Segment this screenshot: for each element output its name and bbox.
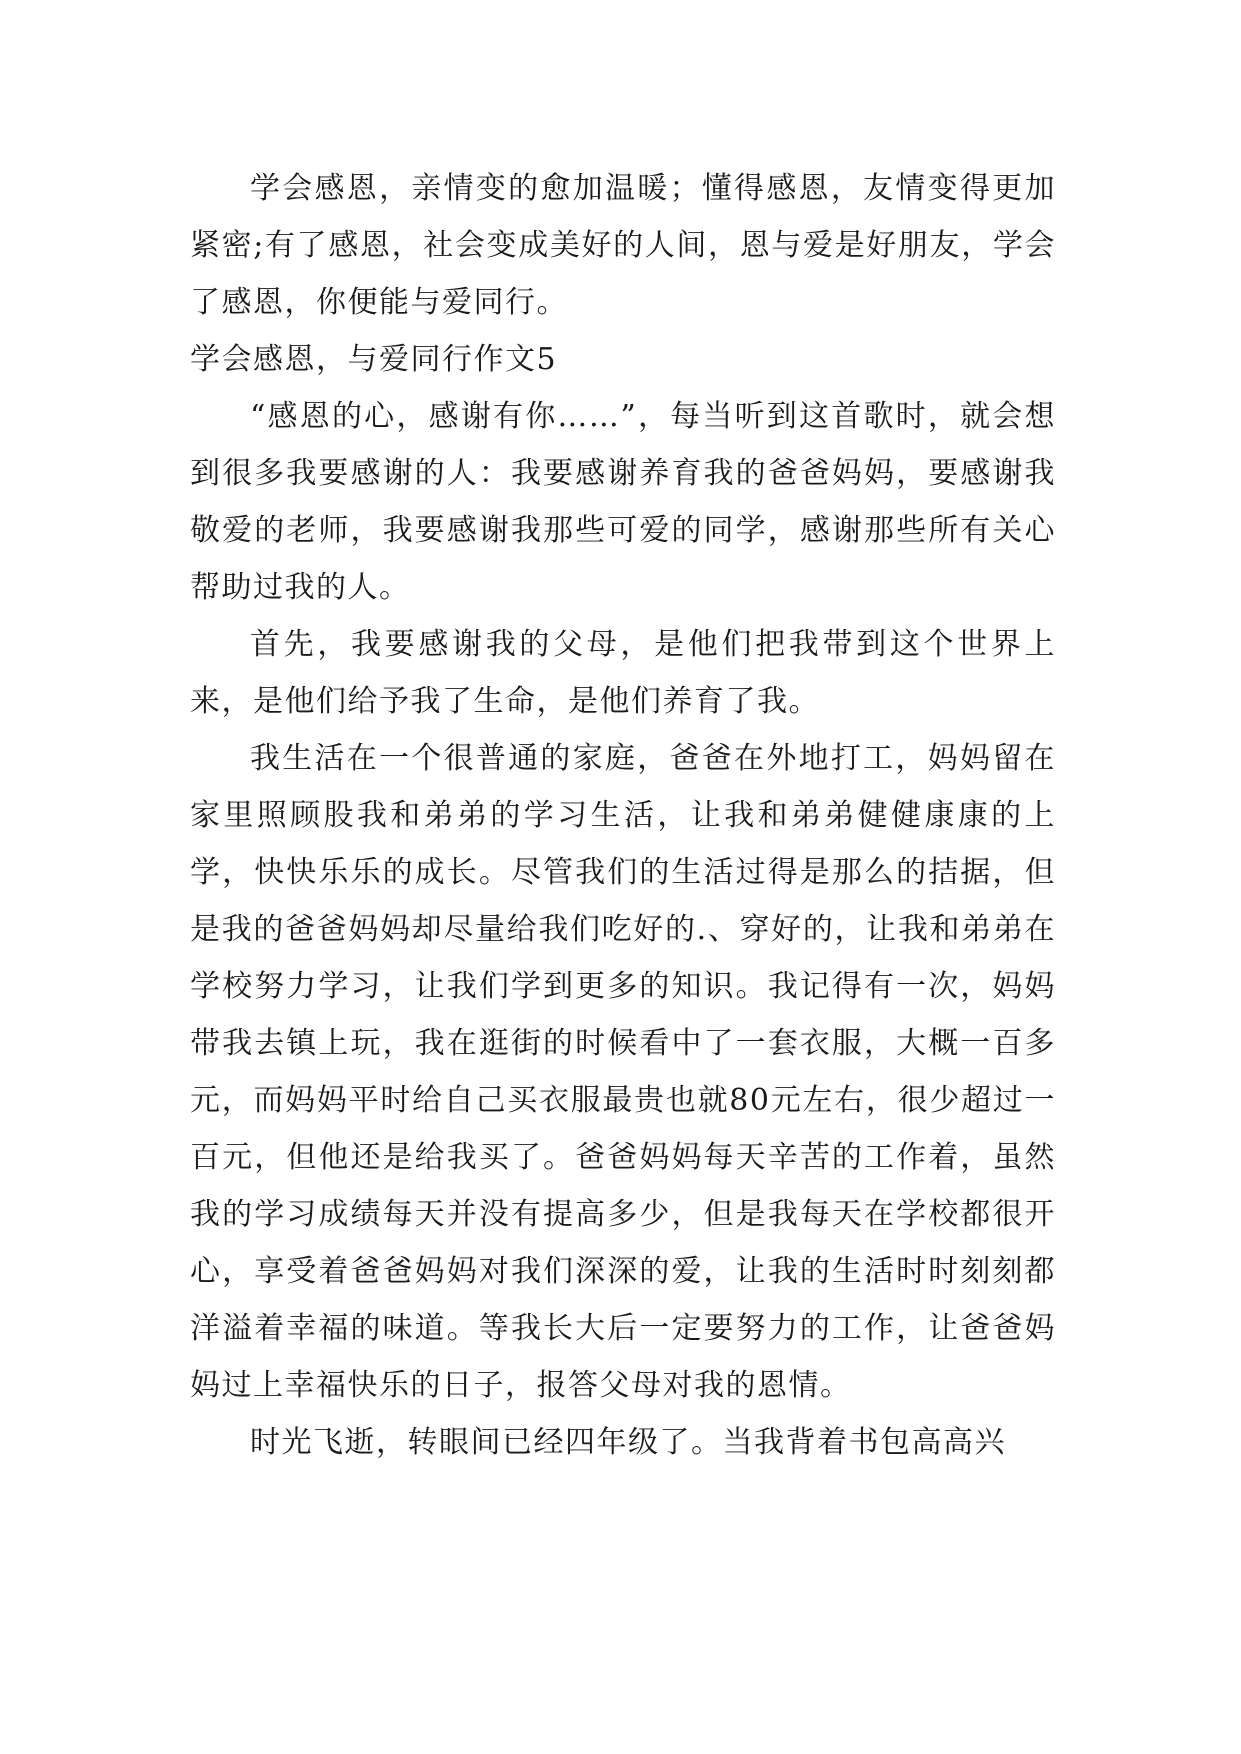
- paragraph-3: 我生活在一个很普通的家庭，爸爸在外地打工，妈妈留在家里照顾股我和弟弟的学习生活，让我和弟弟健健康康的上学，快快乐乐的成长。尽管我们的生活过得是那么的拮据，但是我的爸爸妈妈却尽量给我们吃好的.、穿好的，让我和弟弟在学校努力学习，让我们学到更多的知识。我记得有一次，妈妈带我去镇上玩，我在逛街的时候看中了一套衣服，大概一百多元，而妈妈平时给自己买衣服最贵也就80元左右，很少超过一百元，但他还是给我买了。爸爸妈妈每天辛苦的工作着，虽然我的学习成绩每天并没有提高多少，但是我每天在学校都很开心，享受着爸爸妈妈对我们深深的爱，让我的生活时时刻刻都洋溢着幸福的味道。等我长大后一定要努力的工作，让爸爸妈妈过上幸福快乐的日子，报答父母对我的恩情。: [190, 741, 1056, 1403]
- paragraph-2: 首先，我要感谢我的父母，是他们把我带到这个世界上来，是他们给予我了生命，是他们养育了我。: [190, 627, 1056, 719]
- paragraph-intro: 学会感恩，亲情变的愈加温暖；懂得感恩，友情变得更加紧密;有了感恩，社会变成美好的人间，恩与爱是好朋友，学会了感恩，你便能与爱同行。: [190, 171, 1056, 320]
- paragraph-1: “感恩的心，感谢有你……”，每当听到这首歌时，就会想到很多我要感谢的人：我要感谢养育我的爸爸妈妈，要感谢我敬爱的老师，我要感谢我那些可爱的同学，感谢那些所有关心帮助过我的人。: [190, 399, 1056, 605]
- document-body: [190, 160, 1056, 1471]
- paragraph-4: 时光飞逝，转眼间已经四年级了。当我背着书包高高兴: [250, 1425, 1006, 1460]
- section-title: 学会感恩，与爱同行作文5: [190, 342, 558, 377]
